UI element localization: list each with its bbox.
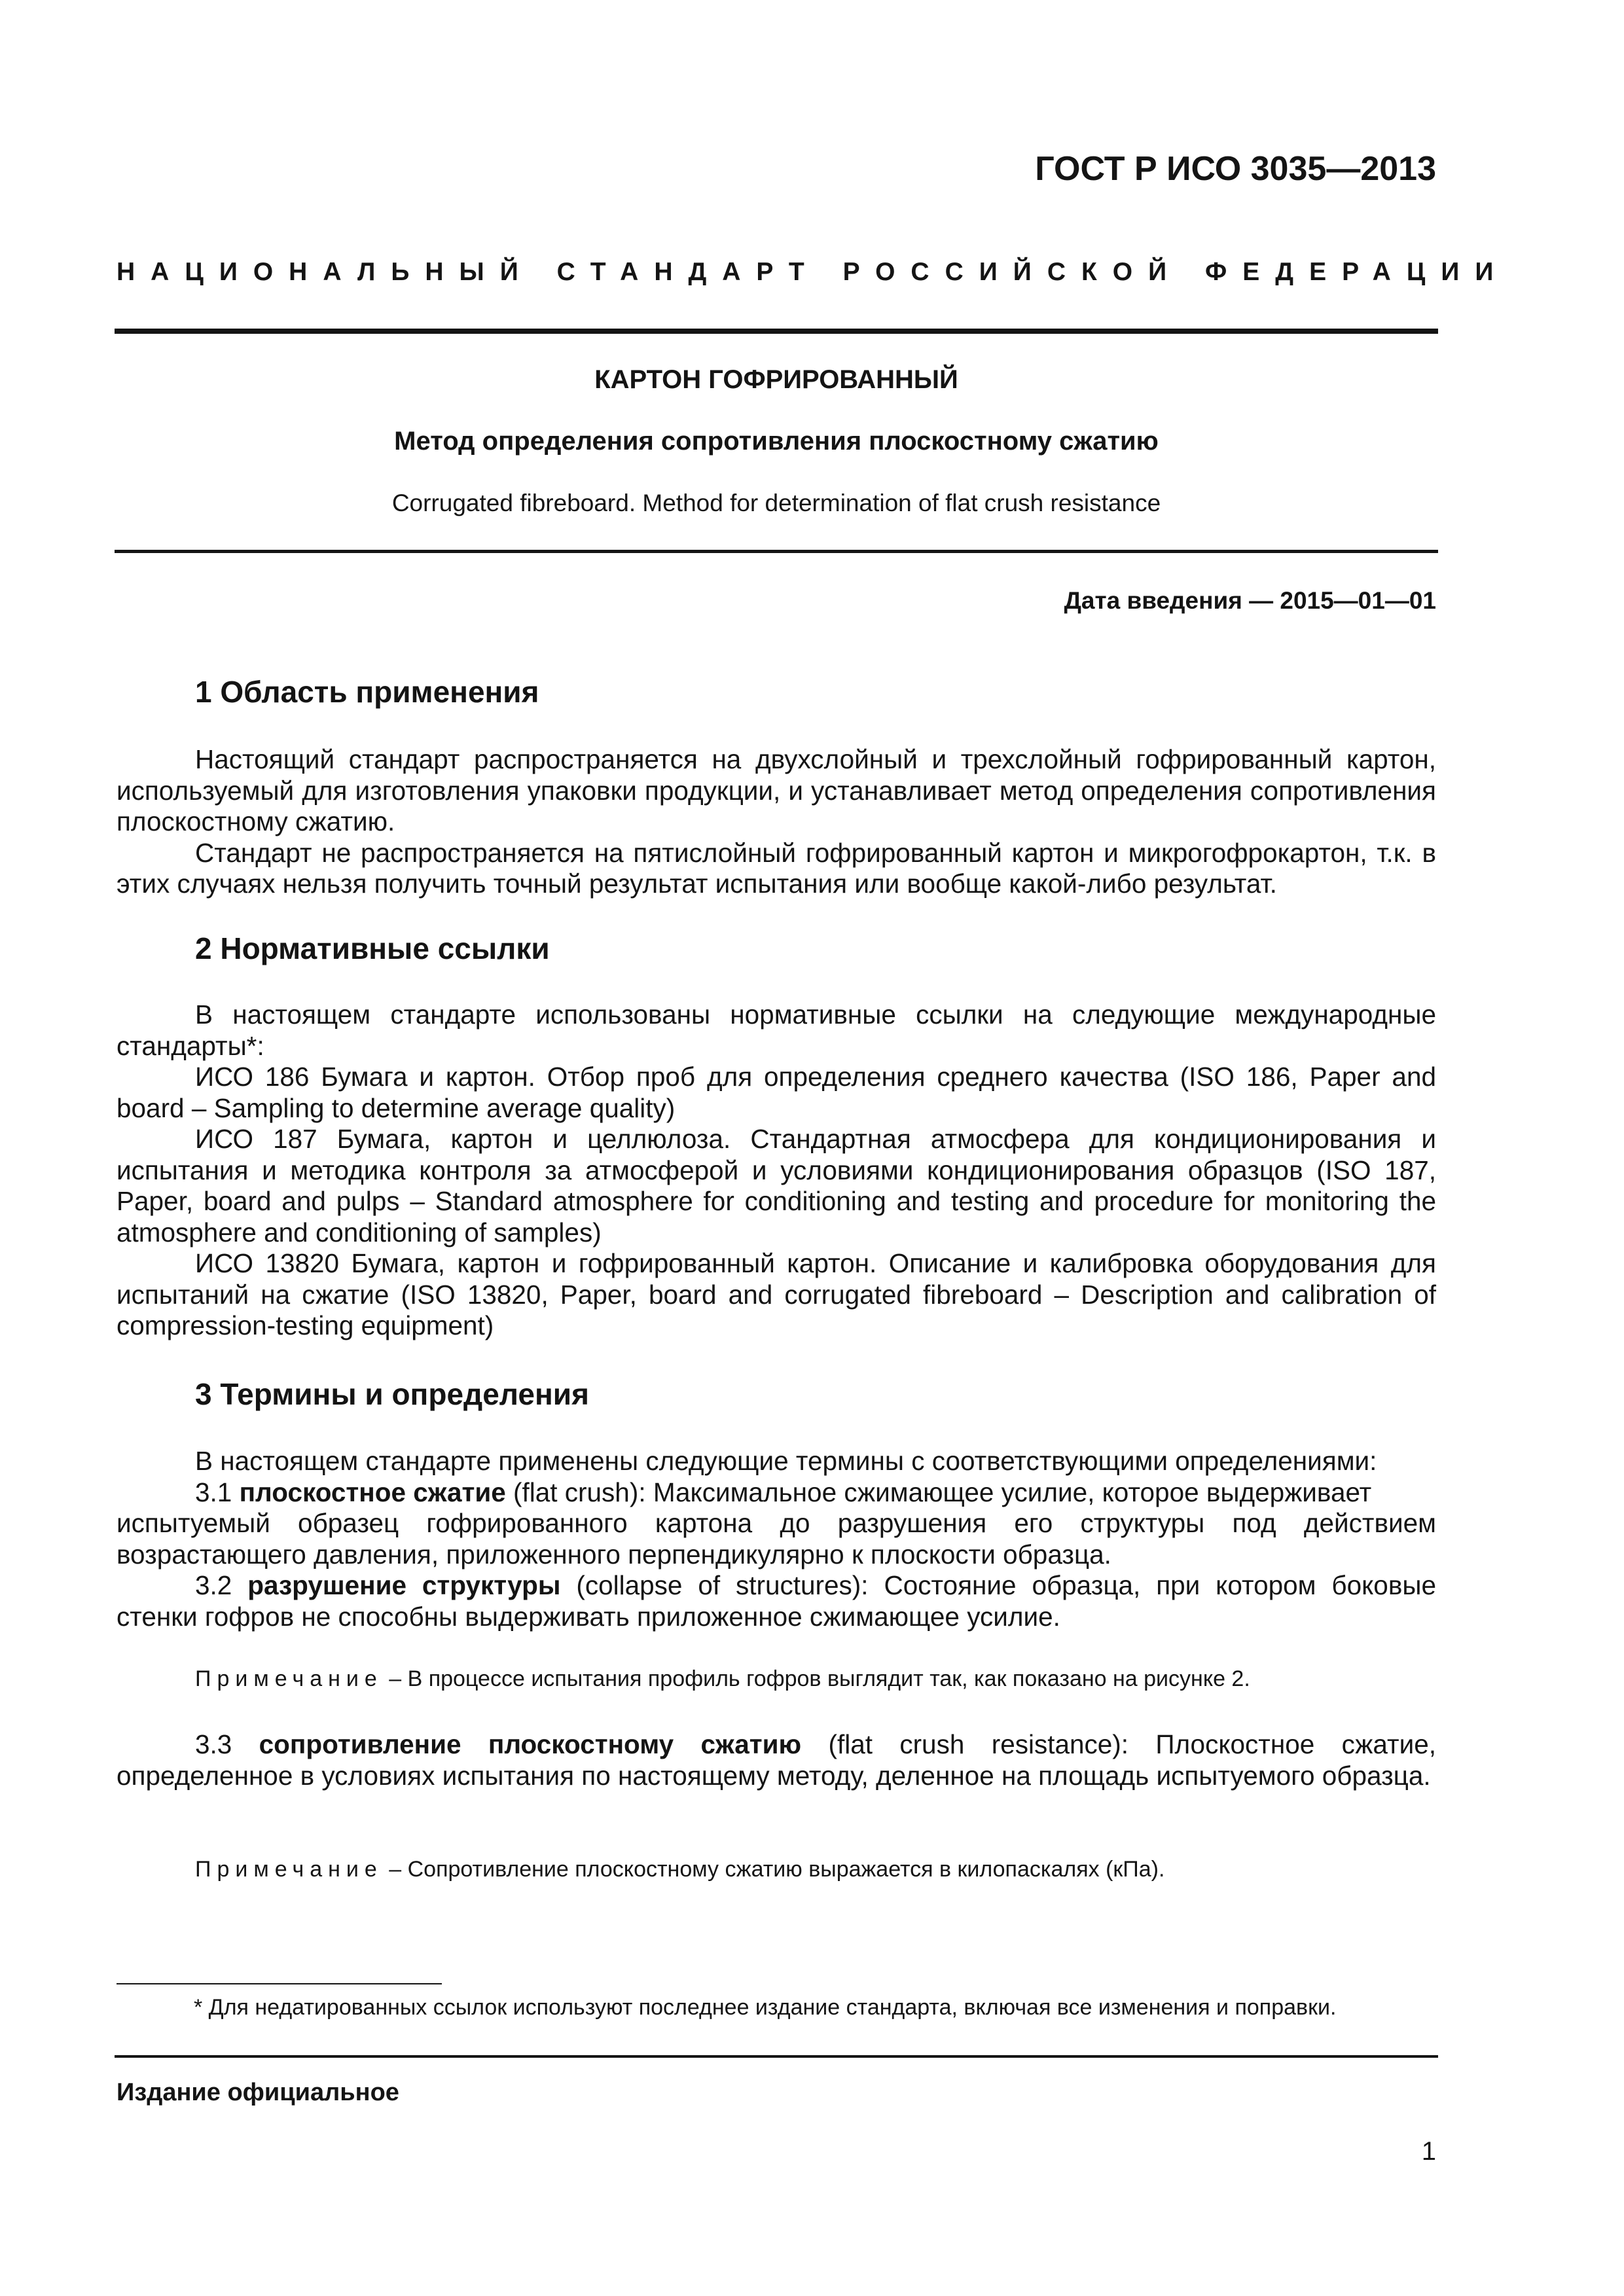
document-subtitle: Метод определения сопротивления плоскостному сжатию <box>394 427 1159 456</box>
term-name: сопротивление плоскостному сжатию <box>259 1729 802 1759</box>
section3-term3 <box>117 1729 1436 1791</box>
reference-item: ИСО 186 Бумага и картон. Отбор проб для определения среднего качества (ISO 186, Paper and board – Sampling to determine average quality) <box>117 1062 1436 1123</box>
document-title: КАРТОН ГОФРИРОВАННЫЙ <box>594 365 958 394</box>
reference-item: ИСО 187 Бумага, картон и целлюлоза. Стандартная атмосфера для кондиционирования и испытания и методика контроля за атмосферой и условиями кондиционирования образцов (ISO 187, Paper, board and pulps – Standard atmosphere for conditioning and testing and procedure for monitoring the atmosphere and conditioning of samples) <box>117 1124 1436 1247</box>
term-definition-continued: испытуемый образец гофрированного картона до разрушения его структуры под действием возрастающего давления, приложенного перпендикулярно к плоскости образца. <box>117 1508 1436 1570</box>
section3-heading: 3 Термины и определения <box>195 1377 589 1411</box>
note-text: – В процессе испытания профиль гофров выглядит так, как показано на рисунке 2. <box>389 1666 1250 1691</box>
header-rule <box>115 329 1438 334</box>
standard-code: ГОСТ Р ИСО 3035—2013 <box>1035 150 1436 188</box>
introduction-date: Дата введения — 2015—01—01 <box>1064 587 1436 614</box>
paragraph: Стандарт не распространяется на пятислойный гофрированный картон и микрогофрокартон, т.к. в этих случаях нельзя получить точный результат испытания или вообще какой-либо результат. <box>117 837 1436 899</box>
footnote-separator <box>117 1983 442 1984</box>
term-definition <box>117 1477 1436 1509</box>
paragraph: В настоящем стандарте применены следующие термины с соответствующими определениями: <box>195 1446 1377 1476</box>
term-text: (flat crush resistance): Плоскостное сжатие, определенное в условиях испытания по настоящему методу, деленное на площадь испытуемого образца. <box>117 1729 1436 1791</box>
section1-body <box>117 744 1436 900</box>
paragraph: Настоящий стандарт распространяется на двухслойный и трехслойный гофрированный картон, используемый для изготовления упаковки продукции, и устанавливает метод определения сопротивления плоскостному сжатию. <box>117 744 1436 836</box>
note <box>195 1857 1439 1882</box>
note-label: Примечание <box>195 1666 383 1691</box>
english-title: Corrugated fibreboard. Method for determination of flat crush resistance <box>391 490 1161 516</box>
paragraph: В настоящем стандарте использованы нормативные ссылки на следующие международные стандарты*: <box>117 999 1436 1061</box>
term-number: 3.1 <box>195 1477 232 1507</box>
page-number: 1 <box>1421 2137 1436 2166</box>
note-text: – Сопротивление плоскостному сжатию выражается в килопаскалях (кПа). <box>389 1857 1165 1882</box>
reference-item: ИСО 13820 Бумага, картон и гофрированный картон. Описание и калибровка оборудования для испытаний на сжатие (ISO 13820, Paper, board and corrugated fibreboard – Description and calibration of compression-testing equipment) <box>117 1248 1436 1340</box>
title-rule <box>115 550 1438 553</box>
term-number: 3.3 <box>195 1729 232 1759</box>
term-name: плоскостное сжатие <box>239 1477 506 1507</box>
section2-body <box>117 999 1436 1342</box>
term-definition <box>117 1570 1436 1632</box>
section1-heading: 1 Область применения <box>195 675 539 709</box>
section3-body <box>117 1446 1436 1632</box>
footnote-text: * Для недатированных ссылок используют последнее издание стандарта, включая все изменения и поправки. <box>194 1995 1337 2020</box>
term-text: (collapse of structures): Состояние образца, при котором боковые стенки гофров не способны выдерживать приложенное сжимающее усилие. <box>117 1570 1436 1632</box>
national-standard-label: НАЦИОНАЛЬНЫЙ СТАНДАРТ РОССИЙСКОЙ ФЕДЕРАЦИИ <box>117 258 1509 286</box>
term-number: 3.2 <box>195 1570 232 1600</box>
term-text: (flat crush): Максимальное сжимающее усилие, которое выдерживает <box>513 1477 1372 1507</box>
term-definition <box>117 1729 1436 1791</box>
term-name: разрушение структуры <box>247 1570 561 1600</box>
footer-rule <box>115 2055 1438 2058</box>
note <box>195 1666 1439 1692</box>
note-label: Примечание <box>195 1857 383 1882</box>
edition-label: Издание официальное <box>117 2079 399 2106</box>
footnote <box>117 1993 1436 2022</box>
section2-heading: 2 Нормативные ссылки <box>195 931 550 965</box>
